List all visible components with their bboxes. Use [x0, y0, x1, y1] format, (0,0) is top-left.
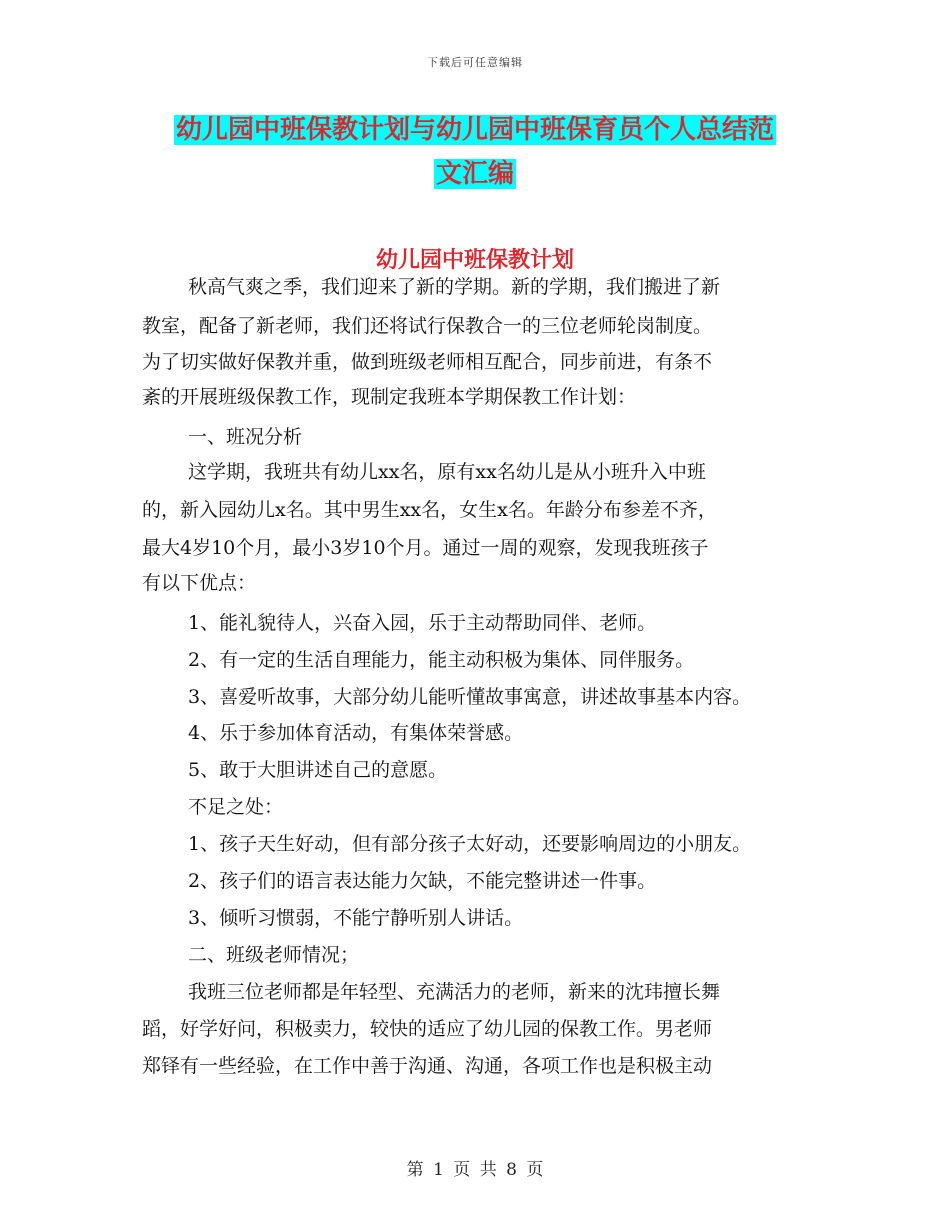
- body-line: 教室，配备了新老师，我们还将试行保教合一的三位老师轮岗制度。: [142, 315, 713, 337]
- title-text-2: 文汇编: [435, 159, 514, 189]
- body-line: 这学期，我班共有幼儿xx名，原有xx名幼儿是从小班升入中班: [188, 461, 706, 483]
- page-header-note: 下载后可任意编辑: [427, 56, 523, 69]
- body-line: 郑铎有一些经验，在工作中善于沟通、沟通，各项工作也是积极主动: [142, 1055, 713, 1077]
- body-line: 二、班级老师情况；: [188, 944, 360, 966]
- body-line: 秋高气爽之季，我们迎来了新的学期。新的学期，我们搬进了新: [188, 276, 721, 298]
- body-line: 3、倾听习惯弱，不能宁静听别人讲话。: [188, 907, 524, 929]
- body-line: 4、乐于参加体育活动，有集体荣誉感。: [188, 722, 524, 744]
- body-line: 的，新入园幼儿x名。其中男生xx名，女生x名。年龄分布参差不齐，: [142, 499, 717, 521]
- body-line: 有以下优点：: [142, 572, 257, 594]
- body-line: 3、喜爱听故事，大部分幼儿能听懂故事寓意，讲述故事基本内容。: [188, 686, 752, 708]
- title-text-1: 幼儿园中班保教计划与幼儿园中班保育员个人总结范: [175, 115, 774, 145]
- document-title-line-2: [0, 154, 950, 194]
- body-line: 不足之处：: [188, 796, 284, 818]
- body-line: 5、敢于大胆讲述自己的意愿。: [188, 759, 448, 781]
- body-line: 我班三位老师都是年轻型、充满活力的老师，新来的沈玮擅长舞: [188, 981, 721, 1003]
- body-line: 一、班况分析: [188, 426, 303, 448]
- body-line: 最大4岁10个月，最小3岁10个月。通过一周的观察，发现我班孩子: [142, 537, 709, 559]
- section-title: 幼儿园中班保教计划: [375, 248, 574, 273]
- document-title-line-1: [0, 110, 950, 150]
- body-line: 蹈，好学好问，积极卖力，较快的适应了幼儿园的保教工作。男老师: [142, 1018, 713, 1040]
- body-line: 1、孩子天生好动，但有部分孩子太好动，还要影响周边的小朋友。: [188, 833, 752, 855]
- page-number: 第 1 页 共 8 页: [406, 1160, 544, 1180]
- body-line: 1、能礼貌待人，兴奋入园，乐于主动帮助同伴、老师。: [188, 612, 657, 634]
- body-line: 为了切实做好保教并重，做到班级老师相互配合，同步前进，有条不: [142, 351, 713, 373]
- body-line: 2、孩子们的语言表达能力欠缺，不能完整讲述一件事。: [188, 870, 657, 892]
- body-line: 2、有一定的生活自理能力，能主动积极为集体、同伴服务。: [188, 649, 695, 671]
- body-line: 紊的开展班级保教工作，现制定我班本学期保教工作计划：: [142, 386, 637, 408]
